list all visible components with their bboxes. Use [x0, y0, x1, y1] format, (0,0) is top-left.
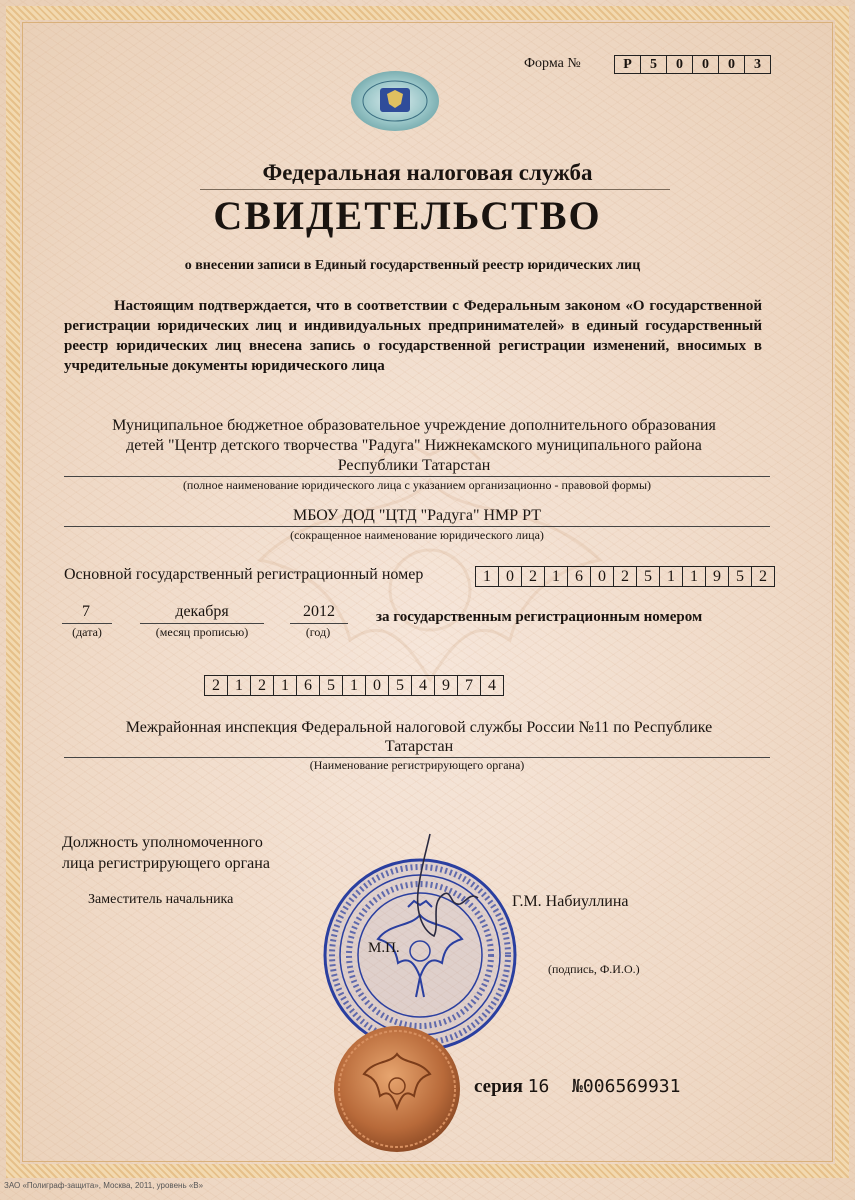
ogrn-cell: 0 — [499, 567, 522, 586]
ogrn-cell: 2 — [759, 568, 767, 585]
entity-short-name: МБОУ ДОД "ЦТД "Радуга" НМР РТ — [292, 507, 542, 524]
date-month: декабря — [175, 603, 229, 620]
ogrn-cell: 6 — [568, 567, 591, 586]
short-name-underline — [64, 526, 770, 527]
printer-imprint: ЗАО «Полиграф-защита», Москва, 2011, уровень «В» — [4, 1181, 204, 1190]
date-month-underline — [140, 623, 264, 624]
grn-cell: 5 — [389, 676, 412, 695]
date-year-caption: (год) — [305, 625, 331, 639]
grn-cell: 2 — [251, 676, 274, 695]
agency-underline — [200, 189, 670, 190]
stamp-placeholder: М.П. — [368, 940, 400, 956]
document-subtitle: о внесении записи в Единый государственный реестр юридических лиц — [184, 258, 641, 273]
entity-full-name-line: Республики Татарстан — [337, 457, 491, 474]
position-label-line: лица регистрирующего органа — [62, 855, 270, 872]
date-year-underline — [290, 623, 348, 624]
grn-cell: 6 — [297, 676, 320, 695]
ogrn-label: Основной государственный регистрационный номер — [64, 566, 424, 583]
date-month-caption: (месяц прописью) — [155, 625, 249, 639]
certificate-serial — [474, 1076, 680, 1098]
grn-cell: 1 — [343, 676, 366, 695]
authority-line: Межрайонная инспекция Федеральной налоговой службы России №11 по Республике — [125, 719, 713, 736]
ogrn-cell: 0 — [591, 567, 614, 586]
grn-cell: 5 — [320, 676, 343, 695]
ogrn-cell: 9 — [706, 567, 729, 586]
ogrn-cell: 5 — [637, 567, 660, 586]
grn-cell: 7 — [458, 676, 481, 695]
form-cell: 0 — [693, 56, 719, 73]
ogrn-cell: 5 — [729, 567, 752, 586]
ogrn-cell: 1 — [545, 567, 568, 586]
form-label: Форма № — [524, 56, 581, 71]
full-name-underline — [64, 476, 770, 477]
form-cell: 0 — [719, 56, 745, 73]
form-cell: 3 — [754, 57, 761, 72]
date-day: 7 — [82, 603, 90, 620]
form-cell: 5 — [641, 56, 667, 73]
agency-name: Федеральная налоговая служба — [262, 160, 593, 185]
form-cell: 0 — [667, 56, 693, 73]
grn-cells — [204, 675, 504, 696]
handwritten-signature-icon — [360, 832, 500, 942]
full-name-caption: (полное наименование юридического лица с указанием организационно - правовой формы) — [182, 478, 652, 492]
signature-caption: (подпись, Ф.И.О.) — [548, 962, 640, 976]
position-label — [62, 832, 270, 874]
position-label-line: Должность уполномоченного — [62, 834, 263, 851]
short-name-caption: (сокращенное наименование юридического лица) — [290, 528, 544, 542]
hologram-emblem-icon — [350, 70, 440, 132]
date-day-caption: (дата) — [72, 625, 102, 639]
ogrn-cell: 1 — [660, 567, 683, 586]
serial-number: №006569931 — [572, 1076, 681, 1097]
grn-cell: 4 — [488, 677, 496, 694]
ogrn-cell: 2 — [614, 567, 637, 586]
ogrn-cell: 1 — [683, 567, 706, 586]
grn-cell: 9 — [435, 676, 458, 695]
entity-full-name — [64, 416, 764, 476]
date-day-underline — [62, 623, 112, 624]
serial-series: 16 — [527, 1076, 550, 1097]
official-position: Заместитель начальника — [88, 892, 234, 907]
entity-full-name-line: детей "Центр детского творчества "Радуга" Нижнекамского муниципального района — [126, 437, 702, 454]
registering-authority — [64, 718, 774, 756]
grn-cell: 2 — [205, 676, 228, 695]
signer-name: Г.М. Набиуллина — [512, 893, 629, 910]
document-title: СВИДЕТЕЛЬСТВО — [213, 193, 602, 238]
form-number-cells — [614, 55, 771, 74]
form-cell: Р — [615, 56, 641, 73]
grn-cell: 1 — [274, 676, 297, 695]
statement-text: Настоящим подтверждается, что в соответствии с Федеральным законом «О государственной регистрации юридических лиц и индивидуальных предпринимателей» в единый государственный реестр юридических лиц внесена запись о государственной регистрации изменений, вносимых в учредительные документы юридического лица — [64, 298, 762, 374]
serial-label: серия — [474, 1076, 523, 1097]
ogrn-cells — [475, 566, 775, 587]
grn-cell: 1 — [228, 676, 251, 695]
authority-line: Татарстан — [384, 738, 454, 755]
ogrn-cell: 1 — [476, 567, 499, 586]
gold-seal-icon — [332, 1024, 462, 1154]
authority-caption: (Наименование регистрирующего органа) — [309, 758, 525, 772]
grn-cell: 4 — [412, 676, 435, 695]
entity-full-name-line: Муниципальное бюджетное образовательное учреждение дополнительного образования — [112, 417, 716, 434]
date-year: 2012 — [303, 603, 335, 620]
grn-cell: 0 — [366, 676, 389, 695]
ogrn-cell: 2 — [522, 567, 545, 586]
grn-label: за государственным регистрационным номером — [376, 609, 703, 625]
